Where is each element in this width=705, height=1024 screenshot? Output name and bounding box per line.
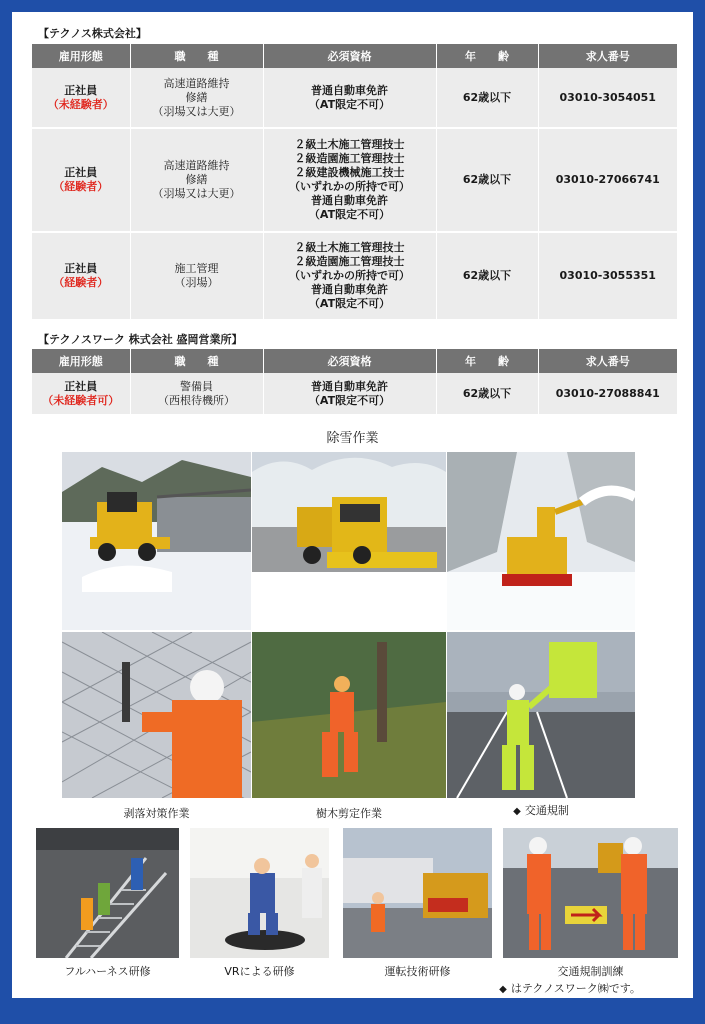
job-cell <box>130 68 263 128</box>
employment-type: 正社員 <box>64 379 98 393</box>
qualification-line: （いずれかの所持で可） <box>289 269 410 282</box>
table-row <box>32 128 677 232</box>
age-cell: 62歳以下 <box>436 68 538 128</box>
company1-table <box>32 44 677 321</box>
job-cell <box>130 128 263 232</box>
job-line: 施工管理 <box>174 262 219 275</box>
header-job-number: 求人番号 <box>538 349 677 373</box>
qualification-line: ２級造園施工管理技士 <box>294 152 405 165</box>
qualification-line: ２級建設機械施工技士 <box>294 166 405 179</box>
job-number-cell: 03010-27066741 <box>538 128 677 232</box>
header-job-number: 求人番号 <box>538 44 677 68</box>
age-cell: 62歳以下 <box>436 232 538 320</box>
qualification-line: （AT限定不可） <box>308 393 391 407</box>
diamond-icon: ◆ <box>513 806 521 817</box>
job-line: （羽場又は大更） <box>152 104 241 118</box>
employment-cell <box>32 68 130 128</box>
header-job: 職 種 <box>130 44 263 68</box>
employment-type: 正社員 <box>64 166 98 179</box>
caption-traffic-training: 交通規制訓練 <box>557 965 624 978</box>
caption-vr-training: VRによる研修 <box>224 965 295 978</box>
qualification-line: 普通自動車免許 <box>311 83 388 97</box>
job-line: 修繕 <box>185 90 208 104</box>
job-line: 警備員 <box>180 379 213 393</box>
traffic-training-photo <box>503 828 678 958</box>
qualification-line: ２級造園施工管理技士 <box>294 255 405 268</box>
diamond-icon: ◆ <box>499 984 507 995</box>
table-row <box>32 232 677 320</box>
experience-label: （経験者） <box>53 276 109 289</box>
job-line: （羽場又は大更） <box>152 187 241 200</box>
header-qualification: 必須資格 <box>263 44 436 68</box>
company1-title: 【テクノス株式会社】 <box>38 27 147 40</box>
header-qualification: 必須資格 <box>263 349 436 373</box>
header-age: 年 齢 <box>436 44 538 68</box>
job-number-cell: 03010-3055351 <box>538 232 677 320</box>
job-number-cell: 03010-3054051 <box>538 68 677 128</box>
snow-grader-photo <box>62 452 251 630</box>
caption-tree-pruning: 樹木剪定作業 <box>316 807 382 820</box>
footnote-text: はテクノスワーク㈱です。 <box>510 982 641 995</box>
header-employment: 雇用形態 <box>32 44 130 68</box>
employment-cell <box>32 128 130 232</box>
qualification-line: （AT限定不可） <box>308 97 391 111</box>
snow-removal-title: 除雪作業 <box>326 431 379 446</box>
traffic-control-photo <box>447 632 635 798</box>
job-cell <box>130 373 263 415</box>
caption-net-work: 剥落対策作業 <box>123 807 190 820</box>
footnote <box>470 980 670 996</box>
header-employment: 雇用形態 <box>32 349 130 373</box>
qualification-line: （AT限定不可） <box>308 297 391 310</box>
tree-pruning-photo <box>252 632 446 798</box>
qualification-cell <box>263 232 436 320</box>
qualification-cell <box>263 68 436 128</box>
company2-table <box>32 349 677 416</box>
caption-driving-training: 運転技術研修 <box>384 965 451 978</box>
harness-training-photo <box>36 828 179 958</box>
job-line: （西根待機所） <box>158 393 235 407</box>
experience-label: （未経験者） <box>47 97 114 111</box>
company2-title: 【テクノスワーク 株式会社 盛岡営業所】 <box>38 333 243 346</box>
qualification-cell <box>263 373 436 415</box>
snow-truck-photo <box>252 452 446 630</box>
experience-label: （経験者） <box>53 180 109 193</box>
snow-blower-photo <box>447 452 635 630</box>
caption-traffic-control <box>447 802 635 818</box>
qualification-line: ２級土木施工管理技士 <box>294 138 405 151</box>
job-line: 修繕 <box>185 173 208 186</box>
job-cell <box>130 232 263 320</box>
table-row <box>32 68 677 128</box>
employment-type: 正社員 <box>64 262 98 275</box>
table-row <box>32 373 677 415</box>
job-number-cell: 03010-27088841 <box>538 373 677 415</box>
vr-training-photo <box>190 828 329 958</box>
employment-cell <box>32 232 130 320</box>
qualification-line: （AT限定不可） <box>308 208 391 221</box>
header-age: 年 齢 <box>436 349 538 373</box>
caption-text: 交通規制 <box>524 804 569 817</box>
age-cell: 62歳以下 <box>436 373 538 415</box>
age-cell: 62歳以下 <box>436 128 538 232</box>
caption-harness-training: フルハーネス研修 <box>64 965 151 978</box>
qualification-cell <box>263 128 436 232</box>
qualification-line: 普通自動車免許 <box>311 379 388 393</box>
qualification-line: ２級土木施工管理技士 <box>294 241 405 254</box>
header-job: 職 種 <box>130 349 263 373</box>
job-line: 高速道路維持 <box>163 76 230 90</box>
employment-type: 正社員 <box>64 83 98 97</box>
driving-training-photo <box>343 828 492 958</box>
experience-label: （未経験者可） <box>42 393 120 407</box>
qualification-line: 普通自動車免許 <box>311 194 388 207</box>
job-line: 高速道路維持 <box>163 159 230 172</box>
net-work-photo <box>62 632 251 798</box>
qualification-line: 普通自動車免許 <box>311 283 388 296</box>
qualification-line: （いずれかの所持で可） <box>289 180 410 193</box>
employment-cell <box>32 373 130 415</box>
job-line: （羽場） <box>174 276 219 289</box>
